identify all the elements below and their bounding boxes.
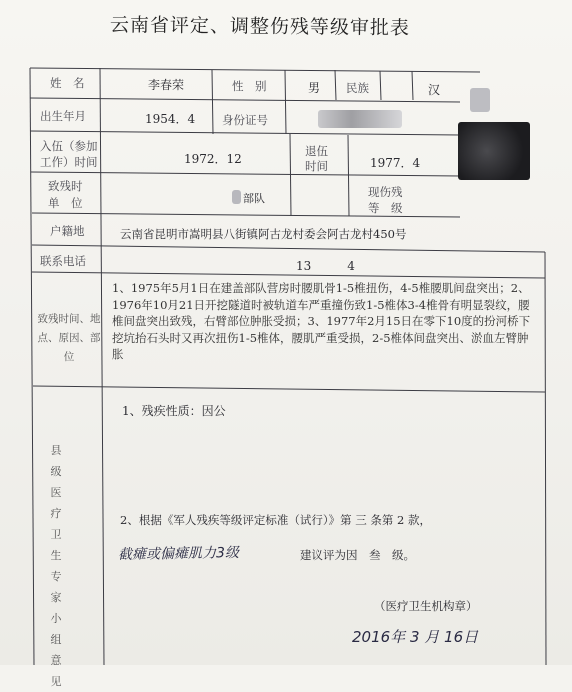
injury-unit-label-2: 单 位 bbox=[48, 196, 83, 210]
handwritten-diagnosis: 截瘫或偏瘫肌力3级 bbox=[117, 544, 240, 564]
seal-label: （医疗卫生机构章） bbox=[374, 599, 478, 613]
ethnic-label: 民族 bbox=[346, 81, 369, 95]
retire-label-2: 时间 bbox=[305, 159, 328, 173]
birth-label: 出生年月 bbox=[40, 109, 86, 123]
opinion-standard: 2、根据《军人残疾等级评定标准（试行）》第 三 条第 2 款， bbox=[120, 513, 432, 527]
retire-value: 1977．4 bbox=[370, 156, 421, 170]
household-value: 云南省昆明市嵩明县八街镇阿古龙村委会阿古龙村450号 bbox=[120, 227, 407, 241]
enlist-label-2: 工作）时间 bbox=[40, 155, 98, 169]
enlist-label-1: 入伍（参加 bbox=[40, 139, 98, 153]
form-title: 云南省评定、调整伤残等级审批表 bbox=[109, 14, 411, 40]
injury-detail-label: 致残时间、地点、原因、部位 bbox=[37, 313, 101, 363]
redacted-id bbox=[318, 110, 402, 128]
injury-unit-label-1: 致残时 bbox=[48, 179, 83, 193]
phone-label: 联系电话 bbox=[40, 254, 86, 268]
phone-value: 13 4 bbox=[296, 259, 355, 273]
injury-detail-text: 1、1975年5月1日在建盖部队营房时腰肌骨1-5椎扭伤，4-5椎腰肌间盘突出；2、1976年10月21日开挖隧道时被轨道车严重撞伤致1-5椎体3-4椎骨有明显裂纹，腰椎间盘突出致残，右臂部位肿胀受损；3、1977年2月15日在零下10度的扮河桥下挖坑抬石头时又再次扭伤1-5椎体，腰肌严重受损，2-5椎体间盘突出、淤血左臂肿胀 bbox=[112, 281, 531, 361]
name-label: 姓 名 bbox=[50, 76, 85, 90]
redacted-unit bbox=[232, 190, 241, 204]
injury-unit-value: 部队 bbox=[243, 192, 265, 205]
redacted-mark bbox=[470, 88, 490, 112]
handwritten-date: 2016年 3 月 16日 bbox=[352, 628, 479, 646]
opinion-label: 县级医疗卫生专家小组意见 bbox=[50, 444, 62, 688]
retire-label-1: 退伍 bbox=[305, 144, 328, 158]
opinion-level: 建议评为因 叁 级。 bbox=[300, 548, 415, 562]
name-value: 李春荣 bbox=[148, 78, 185, 92]
ethnic-value: 汉 bbox=[428, 83, 441, 97]
current-level-label-2: 等 级 bbox=[368, 201, 403, 215]
opinion-nature: 1、残疾性质：因公 bbox=[122, 404, 226, 418]
current-level-label-1: 现伤残 bbox=[368, 185, 403, 199]
household-label: 户籍地 bbox=[50, 224, 85, 238]
id-label: 身份证号 bbox=[222, 113, 268, 127]
gender-value: 男 bbox=[308, 81, 321, 95]
redacted-photo bbox=[458, 122, 530, 180]
enlist-value: 1972．12 bbox=[184, 152, 242, 166]
birth-value: 1954．4 bbox=[145, 112, 196, 126]
gender-label: 性 别 bbox=[232, 79, 267, 93]
